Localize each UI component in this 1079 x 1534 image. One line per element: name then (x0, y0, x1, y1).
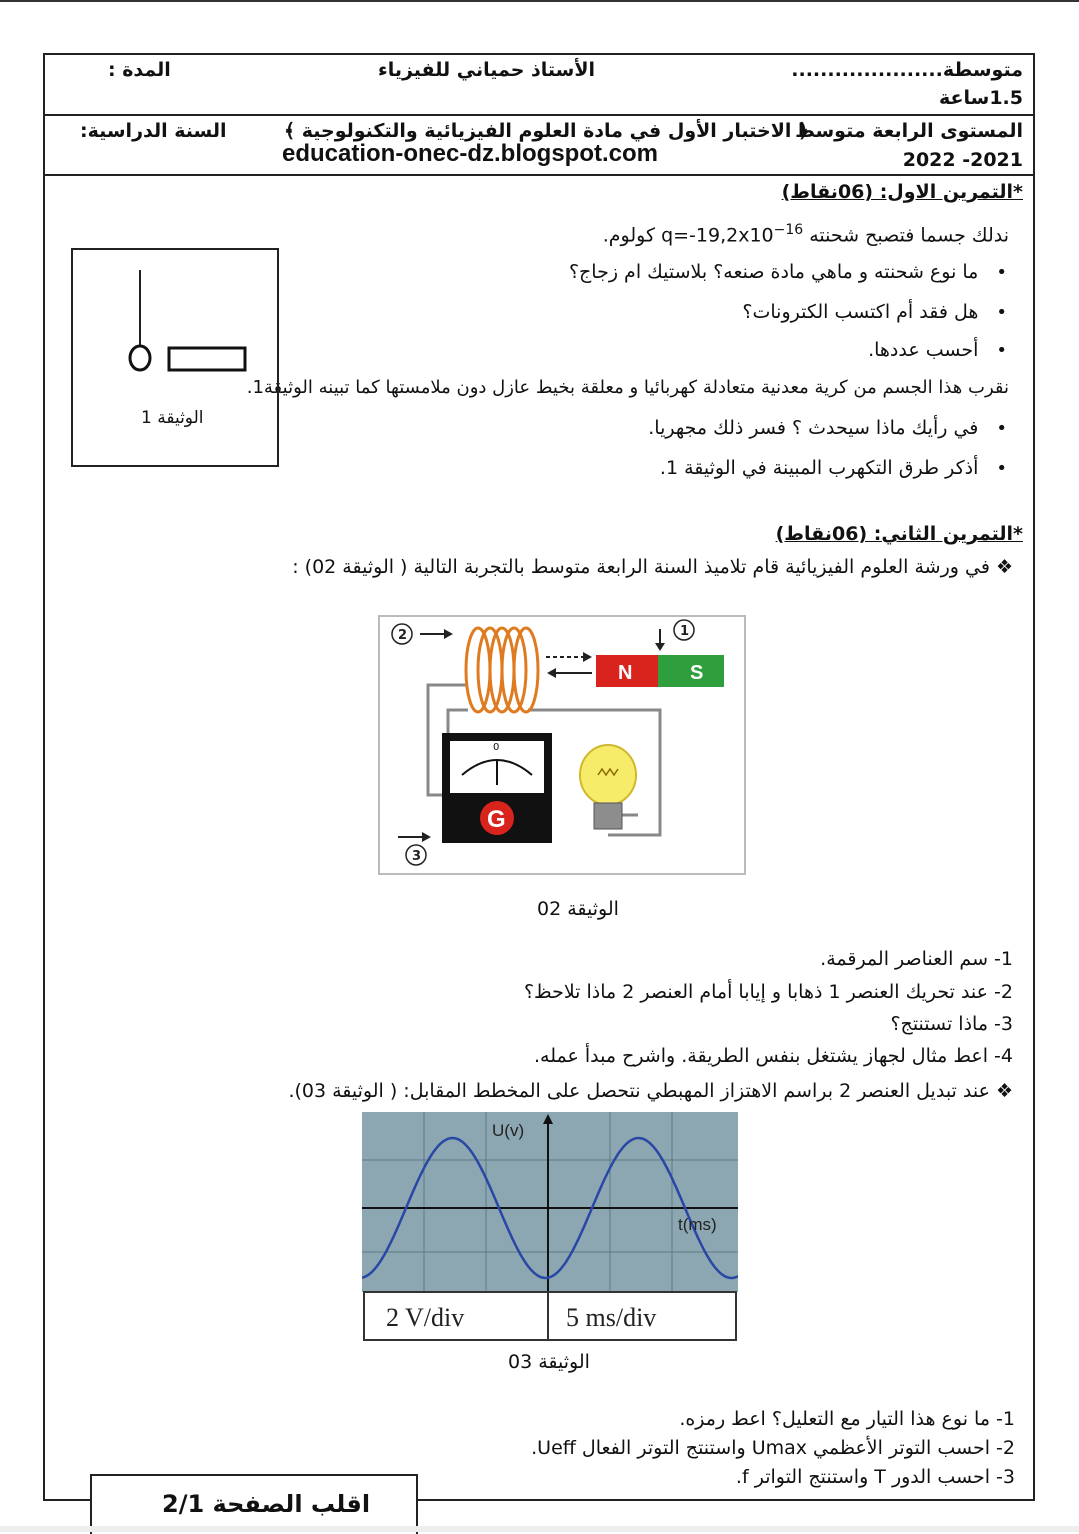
header-divider-1 (43, 114, 1033, 116)
magnet-n-label: N (618, 662, 633, 684)
q1-text: ما نوع شحنته و ماهي مادة صنعه؟ بلاستيك ام زجاج؟ (568, 261, 979, 283)
diamond-bullet-icon: ❖ (989, 556, 1013, 578)
bottom-strip (0, 1526, 1079, 1532)
exercise2-title: *التمرين الثاني: (06نقاط) (775, 523, 1023, 545)
exercise1-q2 (742, 300, 1007, 325)
charged-rod (169, 348, 245, 370)
q4-text: في رأيك ماذا سيحدث ؟ فسر ذلك مجهريا. (648, 417, 979, 439)
figure-border (379, 616, 745, 874)
teacher-name: الأستاذ حمياني للفيزياء (378, 59, 596, 81)
exercise1-title: *التمرين الاول: (06نقاط) (781, 181, 1023, 203)
exercise2-intro2-text: عند تبديل العنصر 2 براسم الاهتزاز المهبطي نتحصل على المخطط المقابل: ( الوثيقة 03). (288, 1080, 990, 1102)
exam-title: ﴿ الاختبار الأول في مادة العلوم الفيزيائية والتكنولوجية ﴾ (284, 120, 810, 142)
document2-label: الوثيقة 02 (537, 898, 619, 920)
galvanometer-label: G (487, 806, 506, 833)
lamp-bulb (580, 745, 636, 805)
q3-text: أحسب عددها. (868, 339, 979, 361)
footer-box (90, 1474, 418, 1534)
x-axis-label: t(ms) (678, 1215, 717, 1234)
vertical-sensitivity: 2 V/div (386, 1303, 465, 1332)
school-name: متوسطة..................... (791, 59, 1023, 81)
y-axis-label: U(v) (492, 1121, 525, 1140)
dial-zero: 0 (493, 742, 500, 753)
exercise2-part2-question-3: 3- احسب الدور T واستنتج التواتر f. (735, 1466, 1015, 1488)
turn-page-text: اقلب الصفحة 2/1 (162, 1490, 371, 1518)
exercise1-q5 (660, 456, 1007, 481)
school-year-label: السنة الدراسية: (80, 120, 227, 142)
school-years: 2022 -2021 (902, 149, 1023, 171)
exercise2-question-1: 1- سم العناصر المرقمة. (820, 948, 1013, 970)
header-divider-2 (43, 174, 1033, 176)
time-base: 5 ms/div (566, 1303, 657, 1332)
exercise1-statement: نقرب هذا الجسم من كرية معدنية متعادلة كهربائيا و معلقة بخيط عازل دون ملامستها كما تبينه الوثيقة1. (246, 377, 1009, 398)
document3-oscilloscope (362, 1112, 738, 1342)
page-top-line (0, 0, 1079, 2)
marker3-label: 3 (412, 849, 422, 864)
document3-label: الوثيقة 03 (508, 1351, 590, 1373)
magnet-s-label: S (690, 662, 704, 684)
oscilloscope-screen (362, 1112, 738, 1342)
document1-figure (71, 248, 279, 467)
pendulum-diagram (73, 250, 277, 465)
exercise2-intro (292, 555, 1013, 579)
intro-end: كولوم. (602, 224, 656, 247)
marker1-label: 1 (680, 624, 690, 639)
exercise1-q1 (569, 260, 1007, 285)
document2-figure (378, 615, 746, 875)
exercise1-q3 (868, 338, 1007, 363)
level: المستوى الرابعة متوسط (795, 120, 1023, 142)
diamond-bullet-icon: ❖ (989, 1080, 1013, 1102)
exercise2-question-2: 2- عند تحريك العنصر 1 ذهابا و إيابا أمام العنصر 2 ماذا تلاحظ؟ (523, 981, 1013, 1003)
metal-ball (130, 346, 150, 370)
charge-exponent: −16 (773, 222, 804, 238)
exercise1-q4 (648, 416, 1007, 441)
duration-value: 1.5ساعة (939, 87, 1023, 109)
q5-text: أذكر طرق التكهرب المبينة في الوثيقة 1. (659, 457, 979, 479)
q2-text: هل فقد أم اكتسب الكترونات؟ (742, 301, 979, 323)
intro-text: ندلك جسما فتصبح شحنته q=-19,2x10 (661, 224, 1009, 247)
exercise2-question-4: 4- اعط مثال لجهاز يشتغل بنفس الطريقة. واشرح مبدأ عمله. (533, 1045, 1013, 1067)
exercise2-intro-text: في ورشة العلوم الفيزيائية قام تلاميذ السنة الرابعة متوسط بالتجربة التالية ( الوثيقة 02) : (292, 556, 990, 578)
lamp-base (594, 803, 622, 829)
document1-label: الوثيقة 1 (141, 408, 204, 428)
induction-circuit-diagram (378, 615, 746, 875)
exercise2-part2-question-2: 2- احسب التوتر الأعظمي Umax واستنتج التوتر الفعال Ueff. (531, 1437, 1015, 1459)
exercise1-intro (603, 218, 1009, 247)
exercise2-intro2 (288, 1080, 1013, 1102)
marker2-label: 2 (398, 628, 408, 643)
exercise2-part2-question-1: 1- ما نوع هذا التيار مع التعليل؟ اعط رمزه. (679, 1408, 1015, 1430)
website-watermark: education-onec-dz.blogspot.com (282, 140, 658, 167)
exercise2-question-3: 3- ماذا تستنتج؟ (890, 1013, 1013, 1035)
duration-label: المدة : (108, 59, 171, 81)
